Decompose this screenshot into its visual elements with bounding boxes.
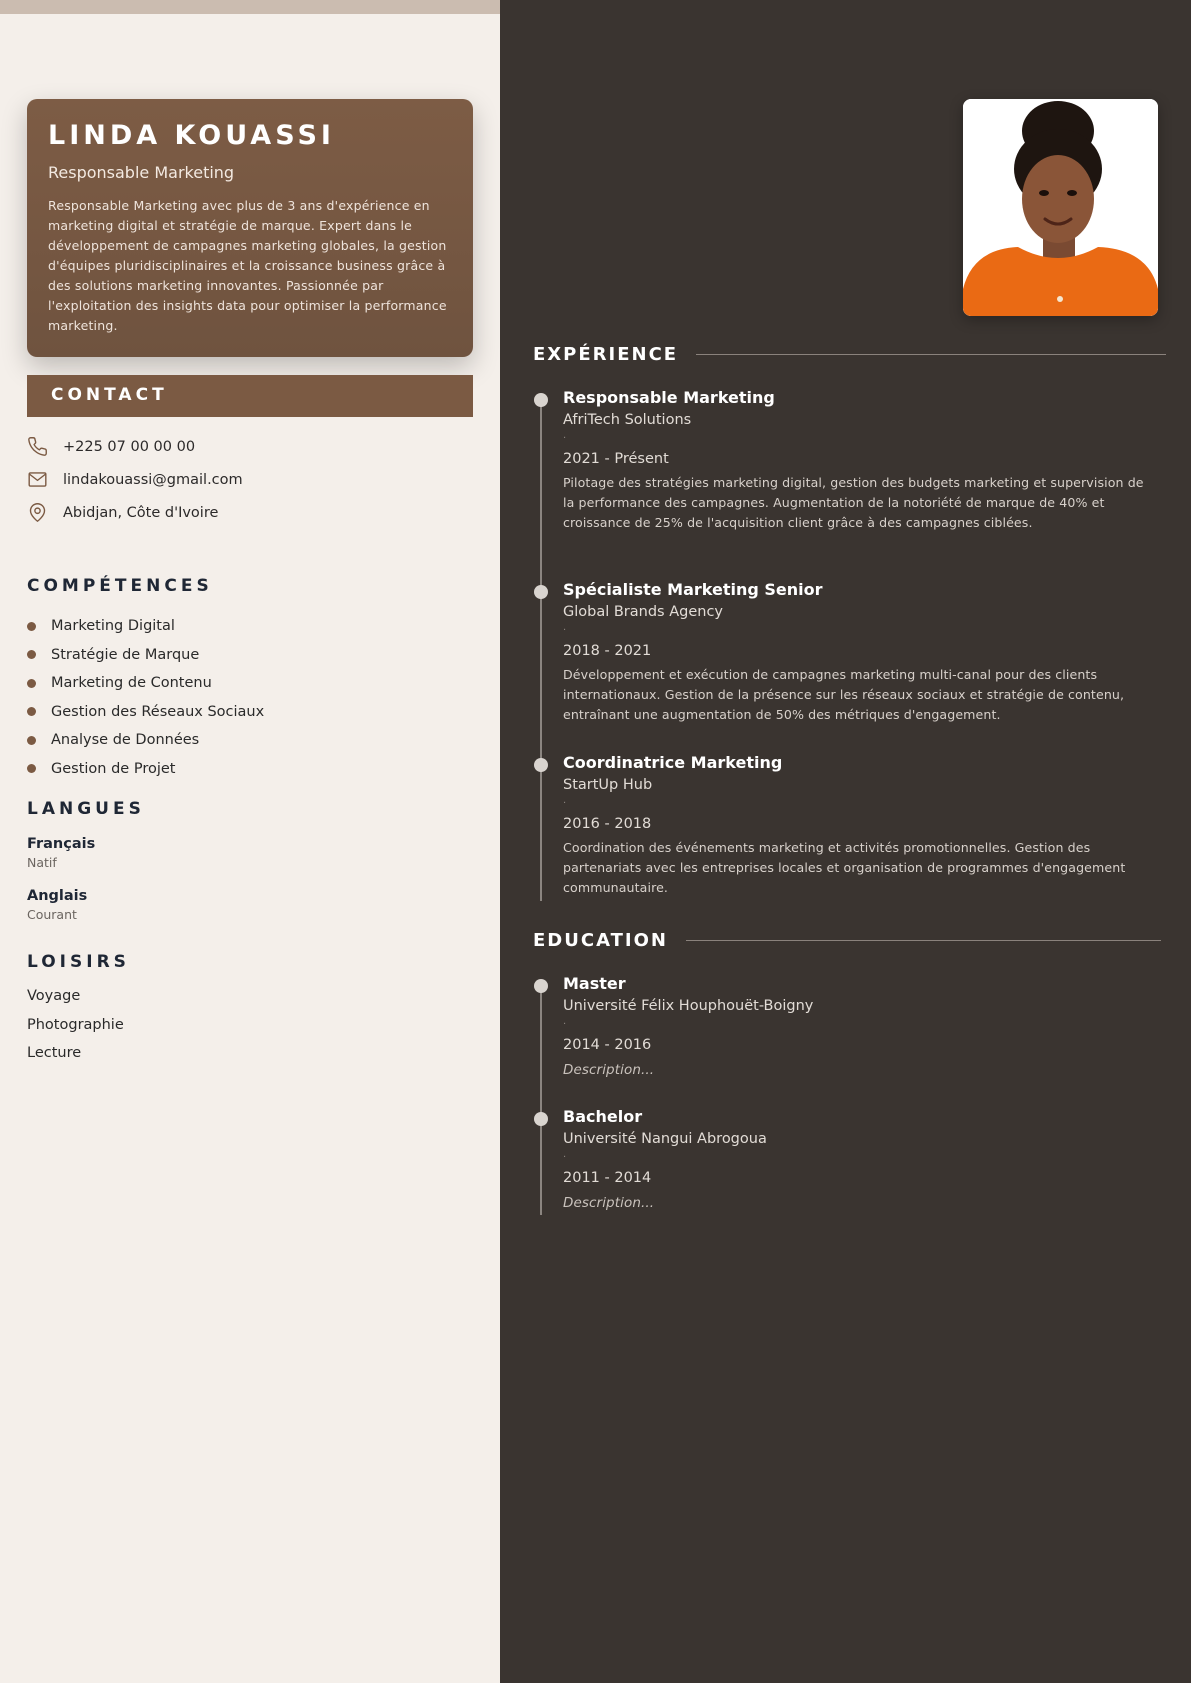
skill-item: Gestion des Réseaux Sociaux	[27, 698, 264, 727]
experience-section-title: EXPÉRIENCE	[533, 344, 679, 365]
hobby-item: Lecture	[27, 1045, 82, 1061]
sidebar-top-bar	[0, 0, 500, 14]
entry-title: Bachelor	[563, 1107, 643, 1126]
location-text: Abidjan, Côte d'Ivoire	[63, 504, 219, 521]
entry-description: Description...	[563, 1195, 655, 1211]
entry-date: 2016 - 2018	[563, 816, 652, 832]
timeline-dot	[534, 585, 548, 599]
portrait-illustration	[963, 99, 1158, 316]
entry-date: 2021 - Présent	[563, 451, 669, 467]
phone-number: +225 07 00 00 00	[63, 438, 196, 455]
experience-timeline	[540, 399, 542, 901]
phone-icon	[27, 436, 48, 457]
full-name: LINDA KOUASSI	[48, 120, 335, 151]
contact-phone	[27, 430, 243, 463]
experience-entry	[563, 580, 1158, 725]
language-level: Natif	[27, 855, 57, 870]
entry-description: Développement et exécution de campagnes marketing multi-canal pour des clients internationaux. Gestion de la présence sur les réseaux sociaux et stratégie de contenu, entraînant une augmentation de 50% des métriques d'engagement.	[563, 667, 1125, 722]
skill-item: Marketing Digital	[27, 612, 264, 641]
location-pin-icon	[27, 502, 48, 523]
entry-separator: .	[563, 622, 567, 633]
entry-separator: .	[563, 795, 567, 806]
hobby-item: Photographie	[27, 1016, 124, 1033]
email-address: lindakouassi@gmail.com	[63, 471, 243, 488]
skill-item: Gestion de Projet	[27, 755, 264, 784]
entry-title: Responsable Marketing	[563, 388, 775, 407]
language-level: Courant	[27, 907, 77, 922]
hobby-item: Voyage	[27, 988, 81, 1004]
education-entry	[563, 1107, 1158, 1213]
skill-item: Stratégie de Marque	[27, 641, 264, 670]
skill-item: Marketing de Contenu	[27, 669, 264, 698]
entry-organization: Université Félix Houphouët-Boigny	[563, 998, 814, 1014]
section-divider	[696, 354, 1166, 355]
entry-date: 2011 - 2014	[563, 1170, 652, 1186]
timeline-dot	[534, 979, 548, 993]
hobbies-list	[27, 988, 124, 1074]
entry-title: Coordinatrice Marketing	[563, 753, 783, 772]
contact-location	[27, 496, 243, 529]
skills-section-title: COMPÉTENCES	[27, 576, 213, 596]
hobbies-section-title: LOISIRS	[27, 952, 130, 972]
timeline-dot	[534, 758, 548, 772]
section-divider	[686, 940, 1161, 941]
contact-list	[27, 430, 243, 529]
language-item	[27, 888, 87, 922]
entry-title: Spécialiste Marketing Senior	[563, 580, 823, 599]
entry-title: Master	[563, 974, 626, 993]
entry-date: 2018 - 2021	[563, 643, 652, 659]
education-section-title: EDUCATION	[533, 930, 668, 951]
entry-separator: .	[563, 430, 567, 441]
entry-description: Coordination des événements marketing et activités promotionnelles. Gestion des partenariats avec les entreprises locales et organisation de programmes d'engagement communautaire.	[563, 840, 1126, 895]
timeline-dot	[534, 393, 548, 407]
entry-organization: Université Nangui Abrogoua	[563, 1131, 767, 1147]
skill-item: Analyse de Données	[27, 726, 264, 755]
contact-section-title: CONTACT	[27, 375, 473, 417]
experience-entry	[563, 753, 1158, 898]
education-section-header	[533, 930, 1161, 951]
entry-separator: .	[563, 1016, 567, 1027]
mail-icon	[27, 469, 48, 490]
experience-section-header	[533, 344, 1166, 365]
timeline-dot	[534, 1112, 548, 1126]
header-card	[27, 99, 473, 357]
experience-entry	[563, 388, 1158, 533]
contact-email	[27, 463, 243, 496]
entry-organization: StartUp Hub	[563, 777, 653, 793]
education-entry	[563, 974, 1158, 1080]
language-name: Anglais	[27, 888, 88, 904]
language-item	[27, 836, 95, 870]
languages-section-title: LANGUES	[27, 799, 145, 819]
entry-date: 2014 - 2016	[563, 1037, 652, 1053]
language-name: Français	[27, 836, 96, 852]
profile-summary: Responsable Marketing avec plus de 3 ans d'expérience en marketing digital et stratégie de marque. Expert dans le développement de campagnes marketing globales, la gestion d'équipes pluridisciplinaires et la croissance business grâce à des solutions marketing innovantes. Passionnée par l'exploitation des insights data pour optimiser la performance marketing.	[48, 198, 447, 333]
entry-description: Pilotage des stratégies marketing digital, gestion des budgets marketing et supervision de la performance des campagnes. Augmentation de la notoriété de marque de 40% et croissance de 25% de l'acquisition client grâce à des campagnes ciblées.	[563, 475, 1144, 530]
entry-description: Description...	[563, 1062, 655, 1078]
entry-separator: .	[563, 1149, 567, 1160]
job-title: Responsable Marketing	[48, 163, 235, 182]
education-timeline	[540, 985, 542, 1215]
entry-organization: AfriTech Solutions	[563, 412, 692, 428]
entry-organization: Global Brands Agency	[563, 604, 724, 620]
profile-photo	[963, 99, 1158, 316]
skills-list	[27, 612, 264, 783]
